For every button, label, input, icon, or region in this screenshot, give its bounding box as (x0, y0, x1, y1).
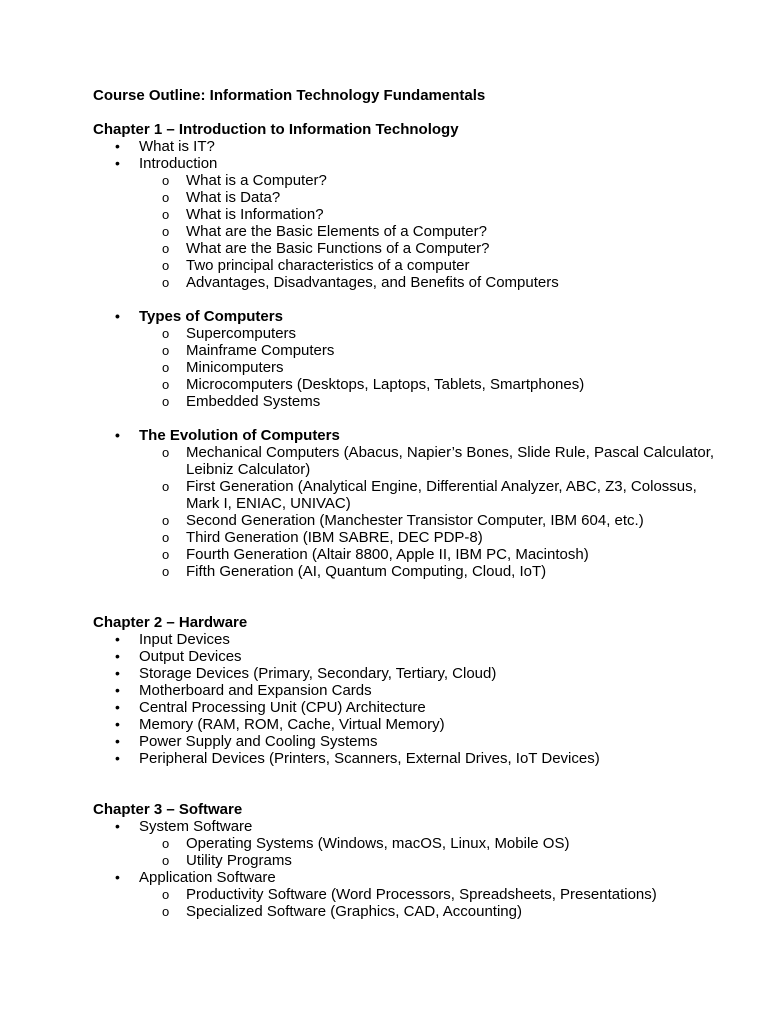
chapter-2-heading: Chapter 2 – Hardware (93, 614, 248, 631)
sub-list-item: o Utility Programs (162, 852, 292, 869)
sub-bullet-icon: o (162, 275, 170, 290)
sub-list-item: o Advantages, Disadvantages, and Benefits of Computers (162, 274, 559, 291)
list-item: • Motherboard and Expansion Cards (115, 682, 372, 699)
sub-list-item: o Third Generation (IBM SABRE, DEC PDP-8) (162, 529, 483, 546)
list-item: • Power Supply and Cooling Systems (115, 733, 378, 750)
sub-bullet-icon: o (162, 190, 170, 205)
sub-list-item: o Minicomputers (162, 359, 284, 376)
bullet-icon: • (115, 155, 120, 171)
list-item: • Peripheral Devices (Printers, Scanners, External Drives, IoT Devices) (115, 750, 600, 767)
sub-bullet-icon: o (162, 173, 170, 188)
sub-list-item: o Fourth Generation (Altair 8800, Apple II, IBM PC, Macintosh) (162, 546, 589, 563)
list-item: • The Evolution of Computers (115, 427, 340, 444)
sub-bullet-icon: o (162, 445, 170, 460)
sub-list-item: o Embedded Systems (162, 393, 321, 410)
bullet-icon: • (115, 648, 120, 664)
sub-bullet-icon: o (162, 853, 170, 868)
sub-list-item: o Second Generation (Manchester Transistor Computer, IBM 604, etc.) (162, 512, 644, 529)
sub-bullet-icon: o (162, 887, 170, 902)
bullet-icon: • (115, 869, 120, 885)
list-item: • Introduction (115, 155, 218, 172)
sub-bullet-icon: o (162, 326, 170, 341)
bullet-icon: • (115, 682, 120, 698)
bullet-icon: • (115, 427, 120, 443)
list-item: • Memory (RAM, ROM, Cache, Virtual Memory) (115, 716, 445, 733)
chapter-3-heading: Chapter 3 – Software (93, 801, 243, 818)
sub-bullet-icon: o (162, 530, 170, 545)
document-page (93, 87, 733, 920)
sub-bullet-icon: o (162, 394, 170, 409)
list-item: • Types of Computers (115, 308, 283, 325)
sub-list-item: o Mechanical Computers (Abacus, Napier’s Bones, Slide Rule, Pascal Calculator, Leibniz Calculator) (162, 444, 715, 478)
sub-list-item: o Operating Systems (Windows, macOS, Linux, Mobile OS) (162, 835, 570, 852)
sub-bullet-icon: o (162, 547, 170, 562)
sub-bullet-icon: o (162, 241, 170, 256)
sub-list-item: o Productivity Software (Word Processors, Spreadsheets, Presentations) (162, 886, 657, 903)
sub-bullet-icon: o (162, 258, 170, 273)
list-item: • Input Devices (115, 631, 230, 648)
sub-list-item: o Specialized Software (Graphics, CAD, Accounting) (162, 903, 522, 920)
sub-list-item: o Mainframe Computers (162, 342, 335, 359)
chapter-1-heading: Chapter 1 – Introduction to Information Technology (93, 121, 459, 138)
sub-list-item: o Two principal characteristics of a computer (162, 257, 470, 274)
sub-bullet-icon: o (162, 360, 170, 375)
sub-list-item: o What is a Computer? (162, 172, 327, 189)
sub-list-item: o Supercomputers (162, 325, 297, 342)
list-item: • Central Processing Unit (CPU) Architecture (115, 699, 426, 716)
sub-list-item: o What are the Basic Functions of a Computer? (162, 240, 490, 257)
sub-list-item: o First Generation (Analytical Engine, Differential Analyzer, ABC, Z3, Colossus, Mark I, ENIAC, UNIVAC) (162, 478, 697, 512)
bullet-icon: • (115, 665, 120, 681)
sub-bullet-icon: o (162, 836, 170, 851)
list-item: • Output Devices (115, 648, 242, 665)
sub-list-item: o Microcomputers (Desktops, Laptops, Tablets, Smartphones) (162, 376, 585, 393)
bullet-icon: • (115, 716, 120, 732)
sub-bullet-icon: o (162, 377, 170, 392)
bullet-icon: • (115, 699, 120, 715)
list-item: • Storage Devices (Primary, Secondary, Tertiary, Cloud) (115, 665, 497, 682)
sub-list-item: o What is Information? (162, 206, 324, 223)
bullet-icon: • (115, 631, 120, 647)
sub-bullet-icon: o (162, 564, 170, 579)
bullet-icon: • (115, 138, 120, 154)
sub-list-item: o Fifth Generation (AI, Quantum Computing, Cloud, IoT) (162, 563, 547, 580)
list-item: • Application Software (115, 869, 276, 886)
sub-bullet-icon: o (162, 904, 170, 919)
sub-bullet-icon: o (162, 207, 170, 222)
bullet-icon: • (115, 818, 120, 834)
sub-bullet-icon: o (162, 343, 170, 358)
sub-bullet-icon: o (162, 513, 170, 528)
sub-list-item: o What are the Basic Elements of a Computer? (162, 223, 487, 240)
sub-bullet-icon: o (162, 224, 170, 239)
list-item: • System Software (115, 818, 253, 835)
bullet-icon: • (115, 308, 120, 324)
sub-list-item: o What is Data? (162, 189, 281, 206)
sub-bullet-icon: o (162, 479, 170, 494)
bullet-icon: • (115, 750, 120, 766)
list-item: • What is IT? (115, 138, 215, 155)
document-title: Course Outline: Information Technology Fundamentals (93, 87, 486, 104)
bullet-icon: • (115, 733, 120, 749)
